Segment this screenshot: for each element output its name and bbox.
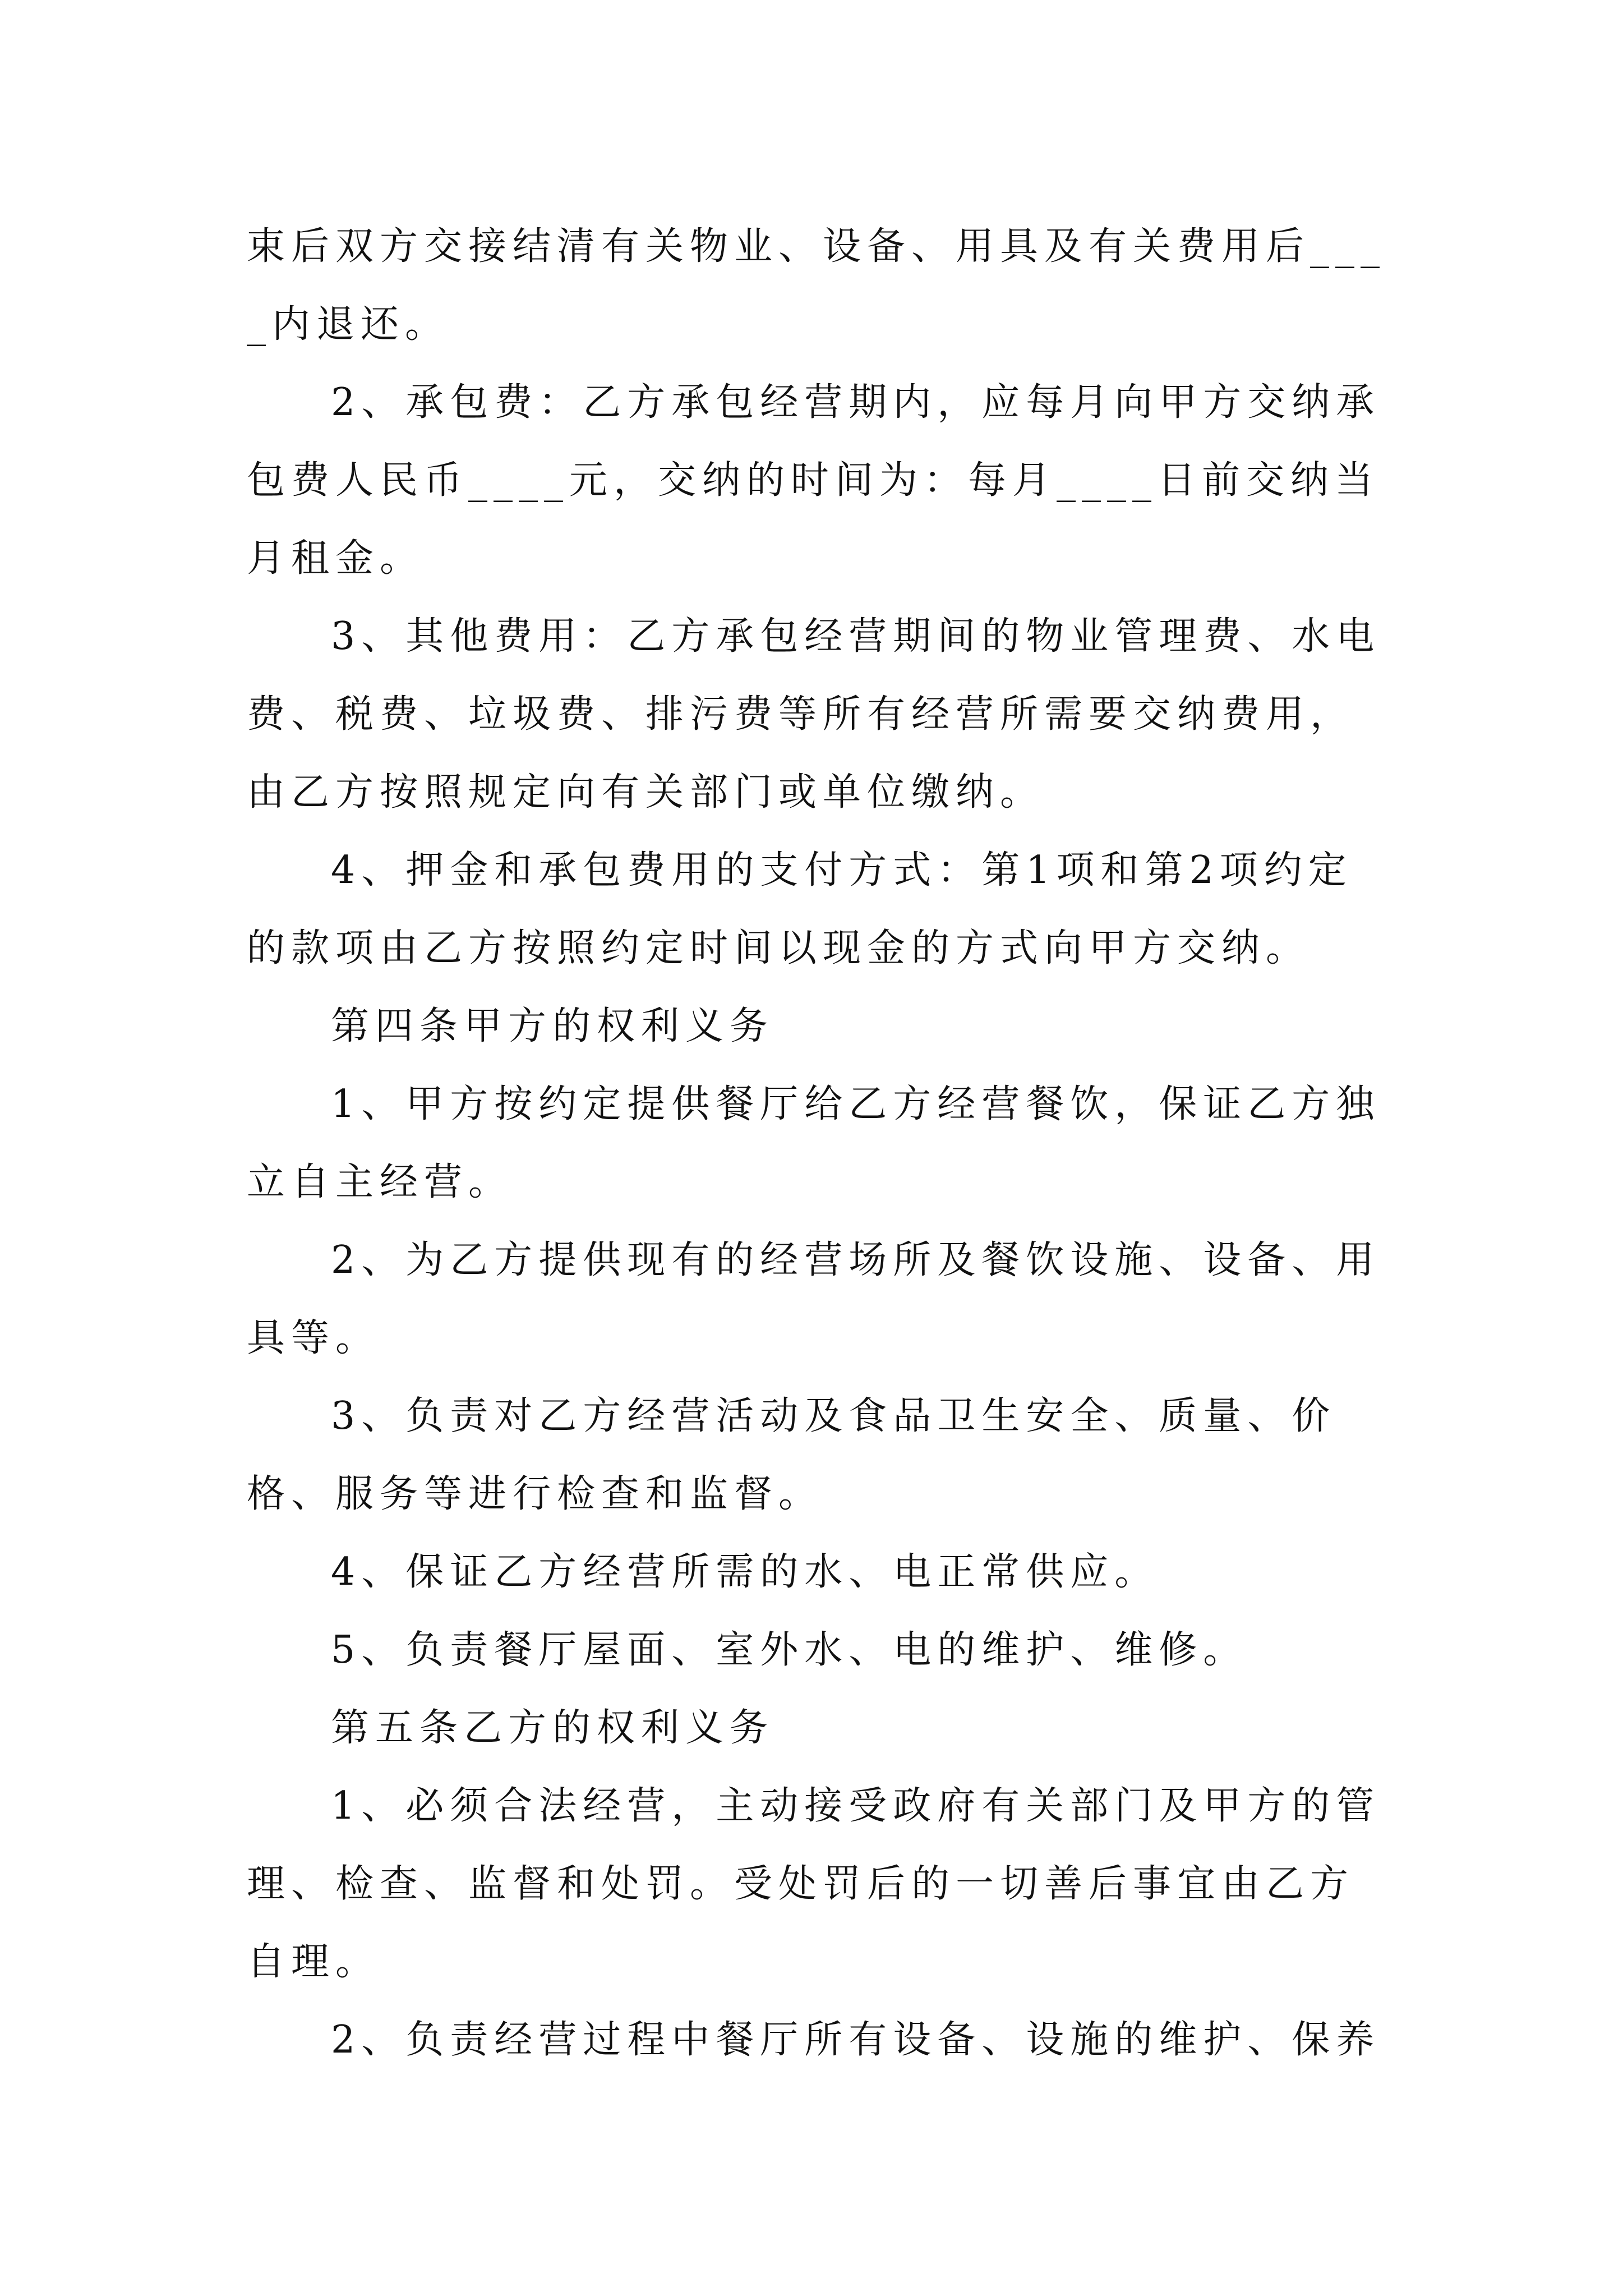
paragraph-party-a-item-3: 3、负责对乙方经营活动及食品卫生安全、质量、价格、服务等进行检查和监督。 (247, 1394, 1336, 1516)
document-body (247, 208, 1391, 2079)
paragraph-other-fees: 3、其他费用：乙方承包经营期间的物业管理费、水电费、税费、垃圾费、排污费等所有经营所需要交纳费用，由乙方按照规定向有关部门或单位缴纳。 (247, 614, 1381, 815)
section-heading-party-b: 第五条乙方的权利义务 (331, 1706, 774, 1750)
paragraph-contract-fee: 2、承包费：乙方承包经营期内，应每月向甲方交纳承包费人民币____元，交纳的时间为：每月____日前交纳当月租金。 (247, 380, 1381, 581)
paragraph-party-a-item-1: 1、甲方按约定提供餐厅给乙方经营餐饮，保证乙方独立自主经营。 (247, 1082, 1381, 1204)
paragraph-continuation: 束后双方交接结清有关物业、设备、用具及有关费用后____内退还。 (247, 224, 1386, 347)
paragraph-party-b-item-1: 1、必须合法经营，主动接受政府有关部门及甲方的管理、检查、监督和处罚。受处罚后的一切善后事宜由乙方自理。 (247, 1784, 1381, 1984)
paragraph-party-a-item-5: 5、负责餐厅屋面、室外水、电的维护、维修。 (331, 1628, 1248, 1672)
paragraph-party-a-item-2: 2、为乙方提供现有的经营场所及餐饮设施、设备、用具等。 (247, 1238, 1381, 1360)
paragraph-payment-method: 4、押金和承包费用的支付方式：第1项和第2项约定的款项由乙方按照约定时间以现金的方式向甲方交纳。 (247, 848, 1353, 970)
paragraph-party-a-item-4: 4、保证乙方经营所需的水、电正常供应。 (331, 1550, 1159, 1594)
section-heading-party-a: 第四条甲方的权利义务 (331, 1004, 774, 1048)
paragraph-party-b-item-2: 2、负责经营过程中餐厅所有设备、设施的维护、保养 (331, 2018, 1381, 2062)
